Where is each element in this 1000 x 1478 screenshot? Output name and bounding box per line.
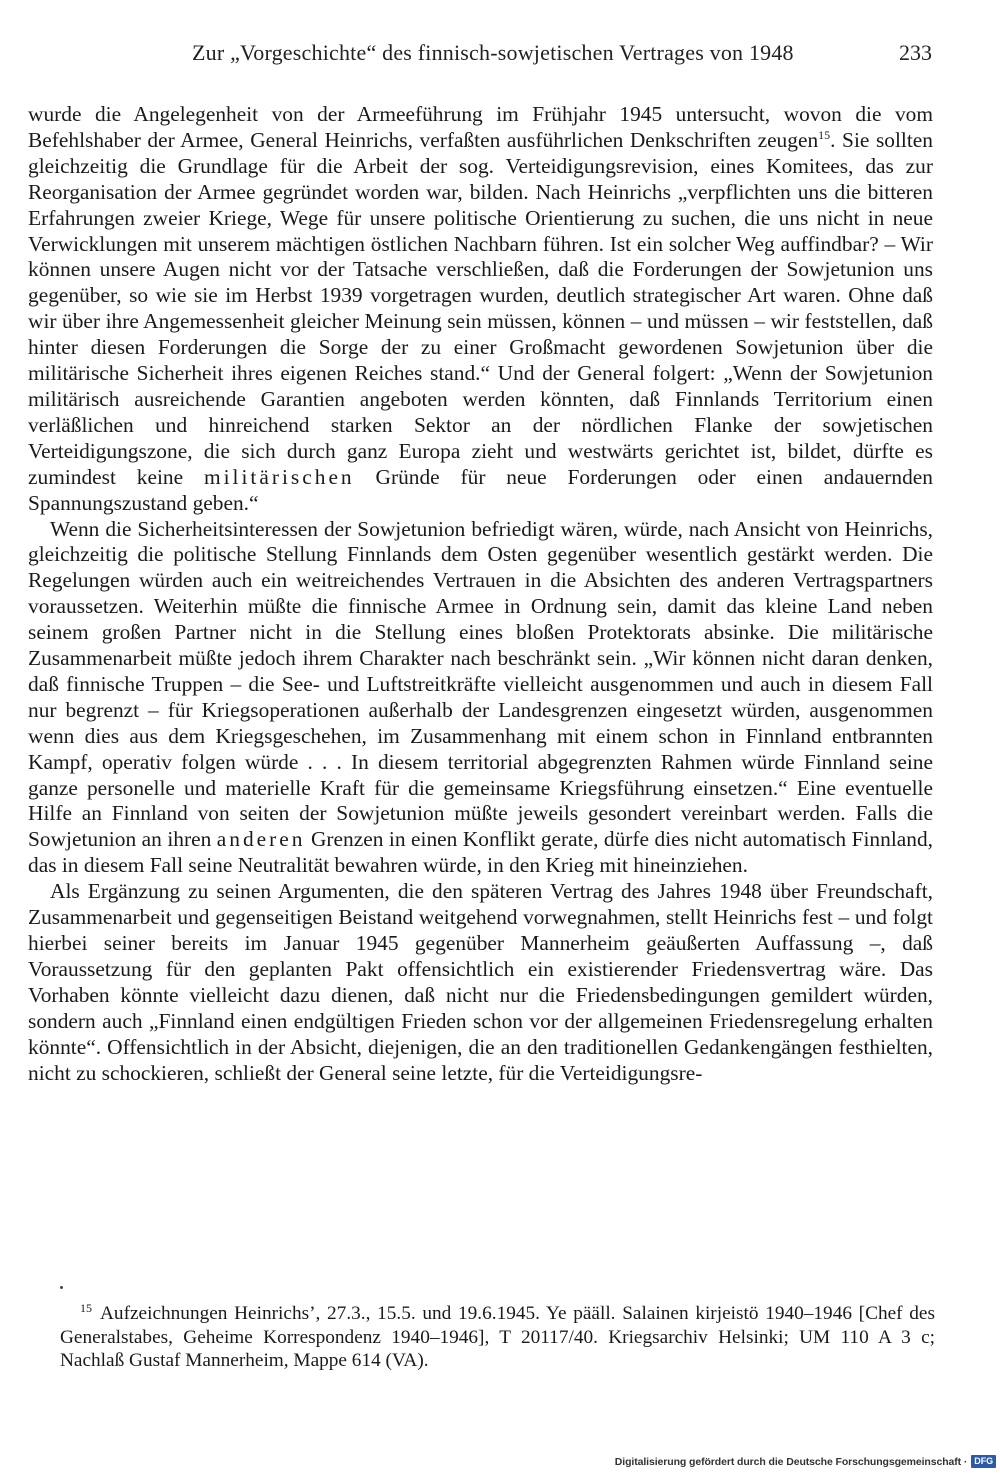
paragraph-1-text-c: Gründe für neue Forderungen oder einen andauernden Spannungszustand geben.“ xyxy=(28,464,933,515)
footnote xyxy=(60,1302,935,1373)
dfg-logo: DFG xyxy=(971,1455,996,1468)
spaced-emphasis: anderen xyxy=(216,827,306,852)
page-number: 233 xyxy=(899,40,932,65)
paragraph-2 xyxy=(28,517,933,880)
credit-text: Digitalisierung gefördert durch die Deutsche Forschungsgemeinschaft · xyxy=(614,1455,968,1468)
footnote-reference[interactable]: 15 xyxy=(818,127,831,142)
digitization-credit xyxy=(615,1455,996,1468)
paragraph-1 xyxy=(28,102,933,517)
spaced-emphasis: militärischen xyxy=(203,464,355,489)
paragraph-3: Als Ergänzung zu seinen Argumenten, die den späteren Vertrag des Jahres 1948 über Freundschaft, Zusammenarbeit und gegenseitigen Beistand weitgehend vorwegnahmen, stellt Heinrichs fest – und folgt hierbei seiner bereits im Januar 1945 gegenüber Mannerheim geäußerten Auffassung –, daß Voraussetzung für den geplanten Pakt offensichtlich ein existierender Friedensvertrag wäre. Das Vorhaben könnte vielleicht dazu dienen, daß nicht nur die Friedensbedingungen gemildert würden, sondern auch „Finnland einen endgültigen Frieden schon vor der allgemeinen Friedensregelung erhalten könnte“. Offensichtlich in der Absicht, diejenigen, die an den traditionellen Gedankengängen festhielten, nicht zu schockieren, schließt der General seine letzte, für die Verteidigungsre- xyxy=(28,879,933,1085)
paragraph-1-text-b: . Sie sollten gleichzeitig die Grundlage für die Arbeit der sog. Verteidigungsrevision, eines Komitees, das zur Reorganisation der Armee gegründet worden war, bilden. Nach Heinrichs „verpflichten uns die bitteren Erfahrungen zweier Kriege, Wege für unsere politische Orientierung zu suchen, die uns nicht in neue Verwicklungen mit unserem mächtigen östlichen Nachbarn führen. Ist ein solcher Weg auffindbar? – Wir können unsere Augen nicht vor der Tatsache verschließen, daß die Forderungen der Sowjetunion uns gegenüber, so wie sie im Herbst 1939 vorgetragen wurden, deutlich strategischer Art waren. Ohne daß wir über ihre Angemessenheit gleicher Meinung sein müssen, können – und müssen – wir feststellen, daß hinter diesen Forderungen die Sorge der zu einer Großmacht gewordenen Sowjetunion über die militärische Sicherheit ihres eigenen Reiches stand.“ Und der General folgert: „Wenn der Sowjetunion militärisch ausreichende Garantien angeboten werden könnten, daß Finnlands Territorium einen verläßlichen und hinreichend starken Sektor an der nördlichen Flanke der sowjetischen Verteidigungszone, die sich durch ganz Europa zieht und westwärts gerichtet ist, bildet, dürfte es zumindest keine xyxy=(28,127,933,489)
footnote-separator-mark xyxy=(60,1286,63,1289)
paragraph-1-text-a: wurde die Angelegenheit von der Armeeführung im Frühjahr 1945 untersucht, wovon die vom Befehlshaber der Armee, General Heinrichs, verfaßten ausführlichen Denkschriften zeugen xyxy=(28,102,933,152)
footnote-text: Aufzeichnungen Heinrichs’, 27.3., 15.5. und 19.6.1945. Ye pääll. Salainen kirjeistö 1940–1946 [Chef des Generalstabes, Geheime Korrespondenz 1940–1946], T 20117/40. Kriegsarchiv Helsinki; UM 110 A 3 c; Nachlaß Gustaf Mannerheim, Mappe 614 (VA). xyxy=(60,1303,935,1371)
body-text xyxy=(28,102,933,1086)
paragraph-2-text-b: Grenzen in einen Konflikt gerate, dürfe dies nicht automatisch Finnland, das in diesem Fall seine Neutralität bewahren würde, in den Krieg mit hineinziehen. xyxy=(28,827,933,878)
footnote-marker: 15 xyxy=(80,1300,92,1315)
paragraph-2-text-a: Wenn die Sicherheitsinteressen der Sowjetunion befriedigt wären, würde, nach Ansicht von Heinrichs, gleichzeitig die politische Stellung Finnlands dem Osten gegenüber wesentlich gestärkt werden. Die Regelungen würden auch ein weitreichendes Vertrauen in die Absichten des anderen Vertragspartners voraussetzen. Weiterhin müßte die finnische Armee in Ordnung sein, damit das kleine Land neben seinem großen Partner nicht in die Stellung eines bloßen Protektorats absinke. Die militärische Zusammenarbeit müßte jedoch ihrem Charakter nach beschränkt sein. „Wir können nicht daran denken, daß finnische Truppen – die See- und Luftstreitkräfte vielleicht ausgenommen und auch in diesem Fall nur begrenzt – für Kriegsoperationen außerhalb der Landesgrenzen eingesetzt würden, ausgenommen wenn dies aus dem Kriegsgeschehen, im Zusammenhang mit einem schon in Finnland entbrannten Kampf, operativ folgen würde . . . In diesem territorial abgegrenzten Rahmen würde Finnland seine ganze personelle und materielle Kraft für die gemeinsame Kriegsführung einsetzen.“ Eine eventuelle Hilfe an Finnland von seiten der Sowjetunion müßte jeweils gesondert vereinbart werden. Falls die Sowjetunion an ihren xyxy=(28,516,933,852)
running-header xyxy=(28,40,932,76)
running-title: Zur „Vorgeschichte“ des finnisch-sowjetischen Vertrages von 1948 xyxy=(192,40,794,65)
